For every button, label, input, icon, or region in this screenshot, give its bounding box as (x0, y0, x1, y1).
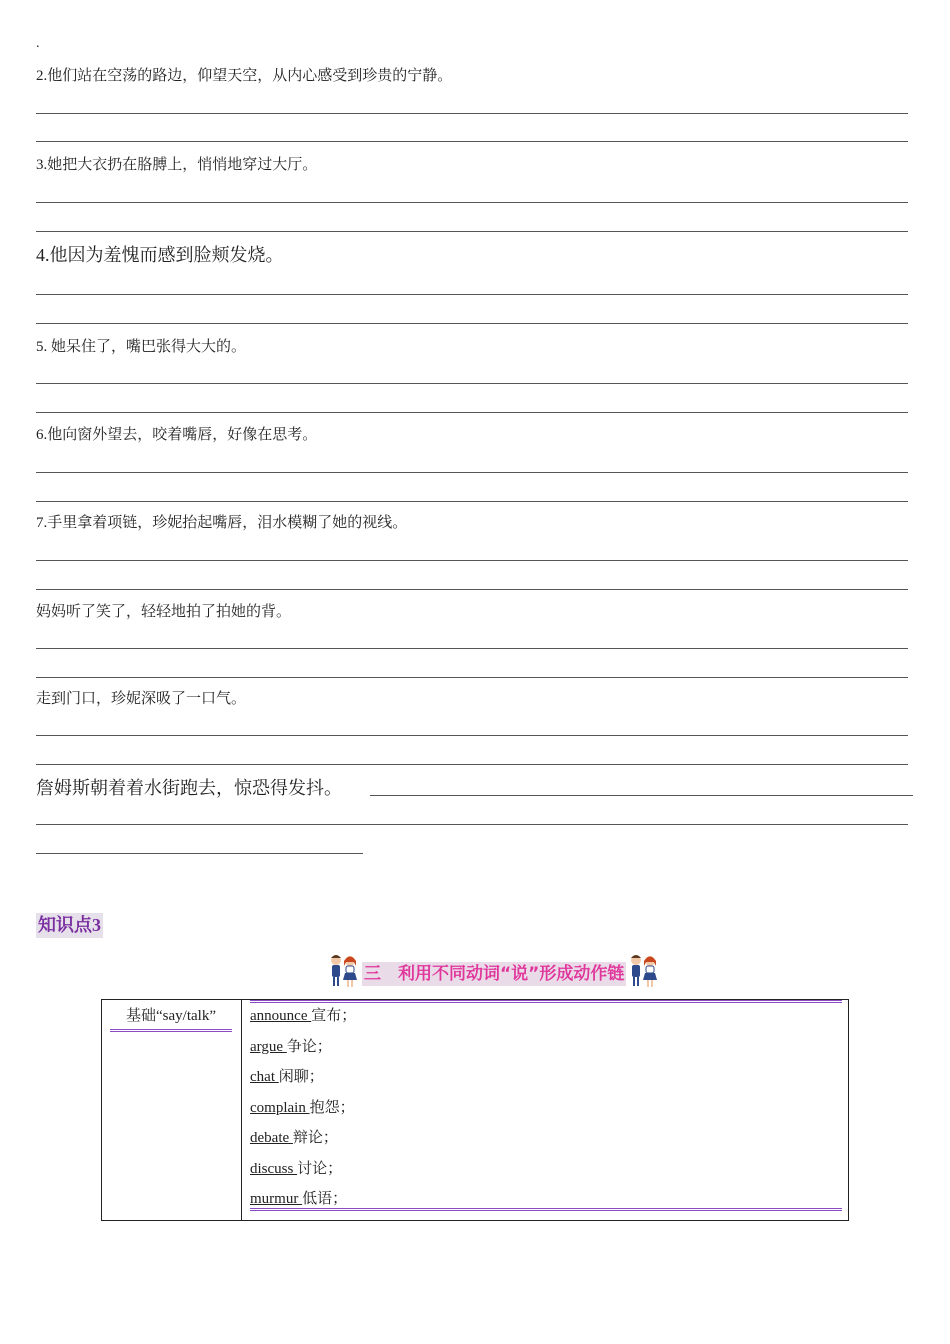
vocab-item (250, 1006, 356, 1026)
answer-line[interactable] (36, 323, 908, 324)
vocab-category-label: 基础“say/talk” (110, 1004, 232, 1032)
knowledge-point-label: 知识点 (38, 915, 92, 936)
vocab-meaning: 讨论； (297, 1161, 343, 1177)
vocab-category-cell (102, 1000, 242, 1220)
vocab-table (101, 999, 849, 1221)
question-6: 6.他向窗外望去，咬着嘴唇，好像在思考。 (36, 427, 318, 443)
answer-line[interactable] (36, 202, 908, 203)
answer-line[interactable] (36, 824, 908, 825)
divider (250, 1000, 842, 1003)
question-7: 7.手里拿着项链，珍妮抬起嘴唇，泪水模糊了她的视线。 (36, 515, 408, 531)
vocab-meaning: 宣布； (311, 1008, 357, 1024)
vocab-word: debate (250, 1130, 293, 1146)
vocab-item (250, 1128, 338, 1148)
vocab-item (250, 1159, 342, 1179)
vocab-word: announce (250, 1008, 312, 1024)
answer-line[interactable] (36, 764, 908, 765)
answer-line[interactable] (36, 113, 908, 114)
question-2: 2.他们站在空荡的路边，仰望天空，从内心感受到珍贵的宁静。 (36, 68, 453, 84)
vocab-word: murmur (250, 1191, 303, 1207)
vocab-item (250, 1189, 347, 1209)
top-mark: . (36, 36, 40, 51)
question-10: 詹姆斯朝着着水街跑去，惊恐得发抖。 (36, 778, 342, 798)
answer-line[interactable] (36, 383, 908, 384)
students-icon (326, 952, 362, 990)
vocab-meaning: 抱怨； (309, 1100, 355, 1116)
knowledge-point-number: 3 (92, 915, 101, 935)
answer-line[interactable] (36, 141, 908, 142)
vocab-meaning: 闲聊； (278, 1069, 324, 1085)
answer-line[interactable] (36, 294, 908, 295)
vocab-word: chat (250, 1069, 279, 1085)
vocab-item (250, 1037, 332, 1057)
section-title (326, 950, 662, 990)
answer-line[interactable] (36, 412, 908, 413)
question-3: 3.她把大衣扔在胳膊上，悄悄地穿过大厅。 (36, 157, 318, 173)
answer-line[interactable] (36, 501, 908, 502)
vocab-word: argue (250, 1039, 287, 1055)
answer-line[interactable] (36, 677, 908, 678)
question-8: 妈妈听了笑了，轻轻地拍了拍她的背。 (36, 604, 292, 620)
vocab-item (250, 1067, 324, 1087)
vocab-meaning: 辩论； (292, 1130, 338, 1146)
answer-line[interactable] (36, 560, 908, 561)
answer-line[interactable] (36, 589, 908, 590)
answer-line[interactable] (36, 472, 908, 473)
vocab-word: discuss (250, 1161, 298, 1177)
answer-line[interactable] (36, 735, 908, 736)
vocab-meaning: 争论； (286, 1039, 332, 1055)
answer-line[interactable] (36, 648, 908, 649)
students-icon (626, 952, 662, 990)
vocab-word: complain (250, 1100, 310, 1116)
vocab-item (250, 1098, 355, 1118)
section-title-text: 三 利用不同动词“说”形成动作链 (364, 964, 625, 984)
vocab-list-cell (250, 1000, 842, 1220)
question-9: 走到门口，珍妮深吸了一口气。 (36, 691, 247, 707)
answer-line[interactable] (36, 231, 908, 232)
divider (250, 1208, 842, 1211)
knowledge-point-heading (36, 913, 103, 938)
answer-line[interactable] (370, 795, 913, 796)
question-4: 4.他因为羞愧而感到脸颊发烧。 (36, 245, 284, 265)
question-5: 5. 她呆住了，嘴巴张得大大的。 (36, 339, 247, 355)
answer-line[interactable] (36, 853, 363, 854)
vocab-meaning: 低语； (302, 1191, 348, 1207)
